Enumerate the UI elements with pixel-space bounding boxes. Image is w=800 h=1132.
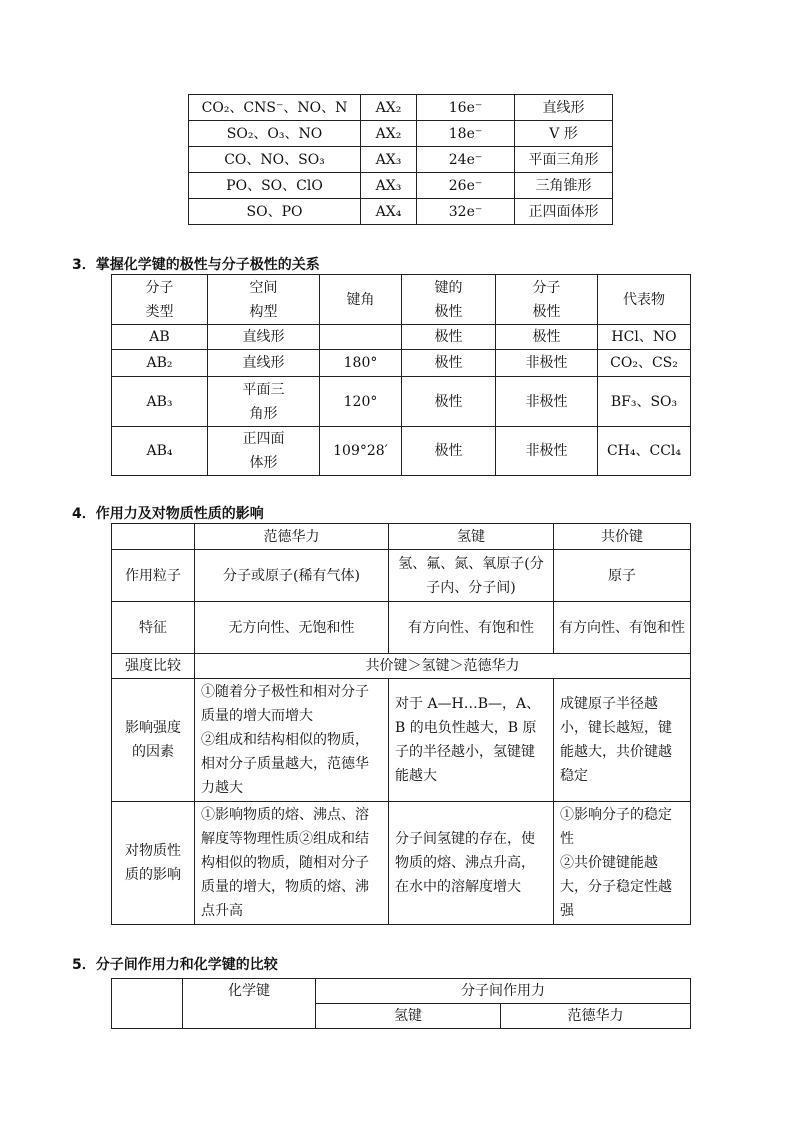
cell-examples: CO₂、CS₂ (598, 350, 691, 377)
factors-hbond: 对于 A—H…B—，A、B 的电负性越大，B 原子的半径越小，氢键键能越大 (389, 679, 554, 802)
header-bond-polarity: 键的 极性 (402, 275, 496, 325)
factors-covalent: 成键原子半径越小，键长越短，键能越大，共价键越稳定 (554, 679, 691, 802)
row-label-effects: 对物质性质的影响 (112, 802, 195, 925)
cell-molecule-type: AB₂ (112, 350, 208, 377)
effects-hbond: 分子间氢键的存在，使物质的熔、沸点升高，在水中的溶解度增大 (389, 802, 554, 925)
cell-examples: HCl、NO (598, 325, 691, 350)
table-row (112, 325, 691, 350)
cell-geometry: 直线形 (208, 350, 320, 377)
row-label-factors: 影响强度的因素 (112, 679, 195, 802)
cell-geometry: V 形 (515, 121, 613, 147)
row-label-particles: 作用粒子 (112, 550, 195, 602)
cell-formula-type: AX₃ (361, 173, 417, 199)
header-molecular-polarity: 分子 极性 (496, 275, 598, 325)
cell-bond-angle (320, 325, 402, 350)
cell-electron-count: 26e⁻ (417, 173, 515, 199)
cell-electron-count: 18e⁻ (417, 121, 515, 147)
header-vdw: 范德华力 (195, 524, 389, 550)
cell-electron-count: 24e⁻ (417, 147, 515, 173)
header-covalent: 共价键 (554, 524, 691, 550)
cell-bond-angle: 180° (320, 350, 402, 377)
cell-geometry: 平面三 角形 (208, 377, 320, 427)
cell-bond-angle: 120° (320, 377, 402, 427)
cell-bond-angle: 109°28′ (320, 427, 402, 476)
header-chemical-bond: 化学键 (183, 979, 316, 1029)
table-row (189, 121, 613, 147)
header-hbond: 氢键 (389, 524, 554, 550)
strength-comparison: 共价键＞氢键＞范德华力 (195, 654, 691, 679)
cell-bond-polarity: 极性 (402, 325, 496, 350)
bond-polarity-table (111, 274, 691, 476)
cell-bond-polarity: 极性 (402, 427, 496, 476)
header-geometry: 空间 构型 (208, 275, 320, 325)
cell-electron-count: 16e⁻ (417, 95, 515, 121)
table-row (189, 95, 613, 121)
feature-hbond: 有方向性、有饱和性 (389, 602, 554, 654)
cell-molecular-polarity: 非极性 (496, 377, 598, 427)
cell-molecule-type: AB (112, 325, 208, 350)
header-molecule-type: 分子 类型 (112, 275, 208, 325)
cell-geometry: 正四面 体形 (208, 427, 320, 476)
cell-molecular-polarity: 非极性 (496, 427, 598, 476)
cell-formula-type: AX₃ (361, 147, 417, 173)
header-empty-cell (112, 979, 183, 1029)
cell-geometry: 直线形 (515, 95, 613, 121)
feature-vdw: 无方向性、无饱和性 (195, 602, 389, 654)
header-examples: 代表物 (598, 275, 691, 325)
header-hydrogen-bond: 氢键 (316, 1004, 501, 1029)
table-row (189, 173, 613, 199)
cell-species: SO₂、O₃、NO (189, 121, 361, 147)
effects-covalent: ①影响分子的稳定性 ②共价键键能越大，分子稳定性越强 (554, 802, 691, 925)
feature-covalent: 有方向性、有饱和性 (554, 602, 691, 654)
cell-species: CO₂、CNS⁻、NO、N (189, 95, 361, 121)
force-comparison-table (111, 523, 691, 925)
intermolecular-vs-chemical-bond-table (111, 978, 691, 1029)
cell-molecular-polarity: 极性 (496, 325, 598, 350)
cell-molecule-type: AB₃ (112, 377, 208, 427)
table-row (189, 147, 613, 173)
cell-species: SO、PO (189, 199, 361, 225)
header-empty (112, 524, 195, 550)
cell-molecular-polarity: 非极性 (496, 350, 598, 377)
header-van-der-waals: 范德华力 (501, 1004, 691, 1029)
cell-examples: CH₄、CCl₄ (598, 427, 691, 476)
cell-examples: BF₃、SO₃ (598, 377, 691, 427)
table-row (112, 350, 691, 377)
cell-formula-type: AX₂ (361, 121, 417, 147)
cell-bond-polarity: 极性 (402, 350, 496, 377)
particles-covalent: 原子 (554, 550, 691, 602)
electron-count-table (188, 94, 613, 225)
cell-formula-type: AX₂ (361, 95, 417, 121)
cell-bond-polarity: 极性 (402, 377, 496, 427)
header-intermolecular-force: 分子间作用力 (316, 979, 691, 1004)
table-row (112, 377, 691, 427)
cell-geometry: 平面三角形 (515, 147, 613, 173)
row-label-strength: 强度比较 (112, 654, 195, 679)
section-4-heading: 4．作用力及对物质性质的影响 (72, 506, 264, 522)
section-5-heading: 5．分子间作用力和化学键的比较 (72, 957, 278, 973)
table-row (112, 427, 691, 476)
row-label-feature: 特征 (112, 602, 195, 654)
cell-molecule-type: AB₄ (112, 427, 208, 476)
table-row (189, 199, 613, 225)
cell-geometry: 三角锥形 (515, 173, 613, 199)
effects-vdw: ①影响物质的熔、沸点、溶解度等物理性质②组成和结构相似的物质，随相对分子质量的增大，物质的熔、沸点升高 (195, 802, 389, 925)
factors-vdw: ①随着分子极性和相对分子质量的增大而增大 ②组成和结构相似的物质，相对分子质量越大，范德华力越大 (195, 679, 389, 802)
header-bond-angle: 键角 (320, 275, 402, 325)
cell-electron-count: 32e⁻ (417, 199, 515, 225)
cell-species: PO、SO、ClO (189, 173, 361, 199)
cell-formula-type: AX₄ (361, 199, 417, 225)
section-3-heading: 3．掌握化学键的极性与分子极性的关系 (72, 257, 320, 273)
cell-species: CO、NO、SO₃ (189, 147, 361, 173)
cell-geometry: 直线形 (208, 325, 320, 350)
cell-geometry: 正四面体形 (515, 199, 613, 225)
particles-hbond: 氢、氟、氮、氧原子(分子内、分子间) (389, 550, 554, 602)
particles-vdw: 分子或原子(稀有气体) (195, 550, 389, 602)
